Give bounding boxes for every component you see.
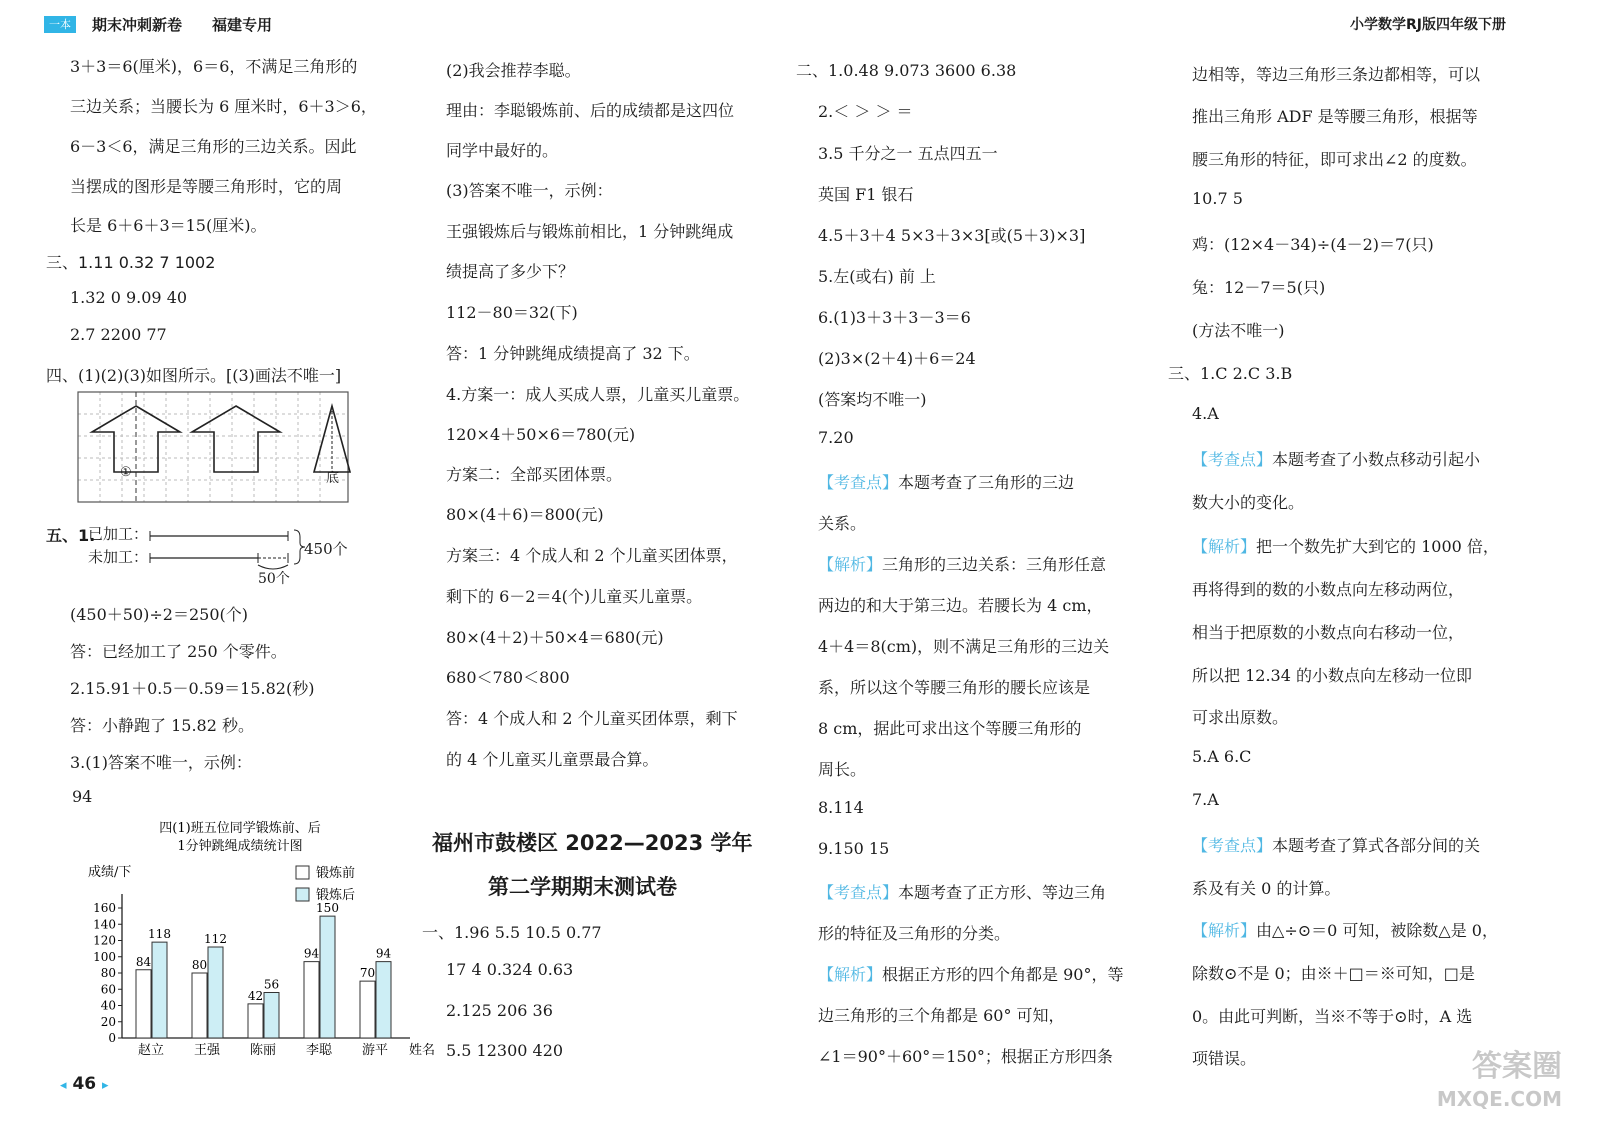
analysis-text: 根据正方形的四个角都是 90°，等 (882, 965, 1124, 984)
bar-chart (80, 818, 436, 1063)
y-tick-label: 100 (93, 949, 116, 964)
page-number-text: 46 (72, 1074, 97, 1094)
keypoint-tag: 【考查点】 (1192, 836, 1273, 855)
text-line: 推出三角形 ADF 是等腰三角形，根据等 (1192, 107, 1478, 126)
text-line: 答：已经加工了 250 个零件。 (70, 642, 287, 661)
text-line: 剩下的 6－2＝4(个)儿童买儿童票。 (446, 587, 703, 606)
watermark-logo: 答案圈 (1472, 1049, 1562, 1084)
text-line: 答：小静跑了 15.82 秒。 (70, 716, 254, 735)
text-line: 三边关系；当腰长为 6 厘米时，6＋3＞6， (70, 97, 377, 116)
bar (136, 970, 151, 1038)
text-line: 再将得到的数的小数点向左移动两位， (1192, 580, 1465, 599)
legend-swatch (296, 866, 309, 879)
text-line: 关系。 (818, 514, 867, 533)
keypoint-tag: 【考查点】 (818, 883, 899, 902)
bar-value-label: 70 (359, 966, 376, 981)
text-line: 周长。 (818, 760, 867, 779)
bar-value-label: 150 (316, 901, 339, 916)
watermark-url: MXQE.COM (1436, 1087, 1562, 1111)
text-line: 除数⊙不是 0；由※＋□＝※可知，□是 (1192, 964, 1475, 983)
text-line: 17 4 0.324 0.63 (446, 960, 574, 979)
text-line: 0。由此可判断，当※不等于⊙时，A 选 (1192, 1007, 1473, 1026)
keypoint-text: 本题考查了算式各部分间的关 (1272, 836, 1481, 855)
total-label: 450个 (304, 540, 348, 558)
text-line: 80×(4＋6)＝800(元) (446, 505, 604, 524)
text-line: 二、1.0.48 9.073 3600 6.38 (796, 61, 1017, 80)
done-label: 已加工： (88, 525, 149, 543)
text-line: 腰三角形的特征，即可求出∠2 的度数。 (1192, 150, 1477, 169)
text-line: 9.150 15 (818, 839, 890, 858)
text-line: (3)答案不唯一，示例： (446, 181, 613, 200)
text-line: 1.32 0 9.09 40 (70, 288, 188, 307)
text-line: 可求出原数。 (1192, 708, 1289, 727)
analysis-tag: 【解析】 (818, 965, 883, 984)
text-line: 三、1.11 0.32 7 1002 (46, 253, 216, 272)
text-line: 边相等，等边三角形三条边都相等，可以 (1192, 65, 1481, 84)
y-tick-label: 160 (93, 901, 116, 915)
bar-value-label: 94 (303, 946, 320, 961)
text-line: 3＋3＝6(厘米)，6＝6，不满足三角形的 (70, 57, 358, 76)
chart-title: 四(1)班五位同学锻炼前、后 (159, 821, 321, 836)
text-line: 的 4 个儿童买儿童票最合算。 (446, 750, 659, 769)
text-line: 四、(1)(2)(3)如图所示。[(3)画法不唯一] (46, 366, 342, 385)
analysis-tag: 【解析】 (1192, 537, 1257, 556)
text-line: (答案均不唯一) (818, 390, 927, 409)
text-line: 一、1.96 5.5 10.5 0.77 (422, 923, 602, 942)
analysis-text: 由△÷⊙＝0 可知，被除数△是 0， (1256, 921, 1498, 940)
text-line: 长是 6＋6＋3＝15(厘米)。 (70, 216, 267, 235)
x-tick-label: 陈丽 (249, 1043, 277, 1058)
figure-label-one: ① (120, 465, 132, 480)
text-line: 8.114 (818, 798, 864, 817)
text-line: 所以把 12.34 的小数点向左移动一位即 (1192, 666, 1472, 685)
text-line: 6.(1)3＋3＋3－3＝6 (818, 308, 971, 327)
text-line: 7.20 (818, 428, 854, 447)
text-line: 120×4＋50×6＝780(元) (446, 425, 636, 444)
chart-subtitle: 1分钟跳绳成绩统计图 (177, 839, 303, 854)
edition-label: 福建专用 (212, 16, 273, 34)
diff-label: 50个 (258, 571, 290, 587)
bar-value-label: 94 (375, 946, 392, 961)
text-line: (450＋50)÷2＝250(个) (70, 605, 248, 624)
text-line: 英国 F1 银石 (818, 185, 914, 204)
text-line: 112－80＝32(下) (446, 303, 578, 322)
bar-value-label: 80 (191, 958, 208, 972)
exam-title-line-1: 福州市鼓楼区 2022—2023 学年 (432, 831, 753, 855)
y-axis-label: 成绩/下 (88, 865, 132, 880)
text-line: 5.A 6.C (1192, 747, 1252, 766)
text-line: 7.A (1192, 790, 1219, 809)
text-line: 鸡：(12×4－34)÷(4－2)＝7(只) (1192, 235, 1434, 254)
bar-value-label: 56 (263, 977, 280, 992)
text-line: 80×(4＋2)＋50×4＝680(元) (446, 628, 664, 647)
analysis-text: 把一个数先扩大到它的 1000 倍， (1256, 537, 1499, 556)
series-badge: 一本 (44, 16, 76, 33)
bar (320, 916, 335, 1038)
text-line: 6－3＜6，满足三角形的三边关系。因此 (70, 137, 357, 156)
text-line: 答：1 分钟跳绳成绩提高了 32 下。 (446, 344, 700, 363)
prev-arrow-icon: ◂ (60, 1078, 67, 1093)
bar-value-label: 42 (247, 988, 264, 1003)
text-line: 4.5＋3＋4 5×3＋3×3[或(5＋3)×3] (818, 226, 1086, 245)
y-tick-label: 60 (100, 982, 116, 997)
text-line: 数大小的变化。 (1192, 493, 1305, 512)
text-line: 系，所以这个等腰三角形的腰长应该是 (818, 678, 1091, 697)
bar (264, 993, 279, 1039)
text-line: 2.125 206 36 (446, 1001, 553, 1020)
subject-label: 小学数学RJ版四年级下册 (1350, 17, 1506, 33)
bar-value-label: 118 (148, 927, 171, 942)
y-tick-label: 20 (100, 1014, 116, 1029)
text-line: (2)3×(2＋4)＋6＝24 (818, 349, 976, 368)
text-line: 2.15.91＋0.5－0.59＝15.82(秒) (70, 679, 315, 698)
series-title: 期末冲刺新卷 (92, 16, 183, 34)
keypoint-text: 本题考查了正方形、等边三角 (898, 883, 1107, 902)
x-tick-label: 赵立 (137, 1043, 165, 1058)
text-line: 绩提高了多少下？ (446, 262, 575, 281)
x-tick-label: 王强 (193, 1043, 221, 1058)
y-tick-label: 40 (100, 998, 116, 1013)
keypoint-text: 本题考查了三角形的三边 (898, 473, 1075, 492)
y-tick-label: 120 (93, 933, 116, 948)
text-line: 方案二：全部买团体票。 (446, 465, 623, 484)
text-line: 三、1.C 2.C 3.B (1168, 364, 1293, 383)
bar (376, 962, 391, 1038)
grid-figure (78, 392, 358, 510)
x-axis-label: 姓名 (408, 1043, 436, 1058)
legend-swatch (296, 888, 309, 901)
text-line: 4.A (1192, 404, 1219, 423)
text-line: 项错误。 (1192, 1049, 1257, 1068)
text-line: 答：4 个成人和 2 个儿童买团体票，剩下 (446, 709, 738, 728)
text-line: 3.(1)答案不唯一，示例： (70, 753, 252, 772)
text-line: 4＋4＝8(cm)，则不满足三角形的三边关 (818, 637, 1110, 656)
text-line: 同学中最好的。 (446, 141, 559, 160)
text-line: 当摆成的图形是等腰三角形时，它的周 (70, 177, 343, 196)
keypoint-tag: 【考查点】 (818, 473, 899, 492)
page-number (60, 1074, 109, 1094)
text-line: (2)我会推荐李聪。 (446, 61, 581, 80)
text-line: 形的特征及三角形的分类。 (818, 924, 1011, 943)
analysis-tag: 【解析】 (818, 555, 883, 574)
text-line: 94 (72, 787, 93, 806)
text-line: 5.左(或右) 前 上 (818, 267, 936, 286)
exam-title-line-2: 第二学期期末测试卷 (488, 875, 677, 899)
text-line: 2.7 2200 77 (70, 325, 167, 344)
bar (304, 962, 319, 1038)
y-tick-label: 140 (93, 917, 116, 932)
text-line: 2.＜ ＞ ＞ ＝ (818, 102, 913, 121)
analysis-text: 三角形的三边关系：三角形任意 (882, 555, 1107, 574)
text-line: 5.5 12300 420 (446, 1041, 564, 1060)
text-line: 王强锻炼后与锻炼前相比，1 分钟跳绳成 (446, 222, 734, 241)
keypoint-tag: 【考查点】 (1192, 450, 1273, 469)
text-line: 680＜780＜800 (446, 668, 570, 687)
legend-label: 锻炼前 (316, 866, 356, 881)
text-line: 兔：12－7＝5(只) (1192, 278, 1326, 297)
bar (192, 973, 207, 1038)
text-line: (方法不唯一) (1192, 321, 1285, 340)
text-line: 4.方案一：成人买成人票，儿童买儿童票。 (446, 385, 750, 404)
undone-label: 未加工： (88, 548, 149, 566)
text-line: 边三角形的三个角都是 60° 可知， (818, 1006, 1065, 1025)
x-tick-label: 李聪 (305, 1043, 333, 1058)
x-tick-label: 游平 (361, 1043, 389, 1058)
text-line: 10.7 5 (1192, 189, 1243, 208)
bar (152, 942, 167, 1038)
q5-prefix: 五、1. (46, 526, 96, 545)
text-line: 方案三：4 个成人和 2 个儿童买团体票， (446, 546, 738, 565)
text-line: ∠1＝90°＋60°＝150°；根据正方形四条 (818, 1047, 1113, 1066)
figure-label-base: 底 (326, 471, 340, 486)
text-line: 系及有关 0 的计算。 (1192, 879, 1341, 898)
analysis-tag: 【解析】 (1192, 921, 1257, 940)
bar (360, 981, 375, 1038)
keypoint-text: 本题考查了小数点移动引起小 (1272, 450, 1481, 469)
text-line: 相当于把原数的小数点向右移动一位， (1192, 623, 1465, 642)
next-arrow-icon: ▸ (102, 1078, 109, 1093)
text-line: 3.5 千分之一 五点四五一 (818, 144, 998, 163)
y-tick-label: 0 (108, 1031, 116, 1045)
bar-value-label: 112 (204, 932, 227, 946)
legend-label: 锻炼后 (316, 888, 356, 903)
text-line: 理由：李聪锻炼前、后的成绩都是这四位 (446, 101, 735, 120)
y-tick-label: 80 (100, 966, 116, 980)
bar (248, 1004, 263, 1038)
bar (208, 947, 223, 1038)
text-line: 两边的和大于第三边。若腰长为 4 cm， (818, 596, 1103, 615)
bar-value-label: 84 (135, 954, 152, 969)
text-line: 8 cm，据此可求出这个等腰三角形的 (818, 719, 1082, 738)
